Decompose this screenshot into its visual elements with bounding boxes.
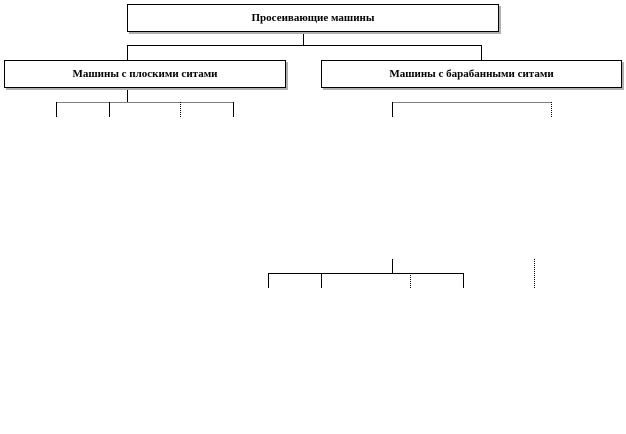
root-node-label: Просеивающие машины [251,12,375,24]
flat-sieve-machines-box [4,60,286,88]
flat-sieve-machines-label: Машины с плоскими ситами [72,68,218,80]
root-node-box [127,4,499,32]
drum-sieve-machines-label: Машины с барабанными ситами [389,68,554,80]
drum-sieve-machines-box [321,60,622,88]
